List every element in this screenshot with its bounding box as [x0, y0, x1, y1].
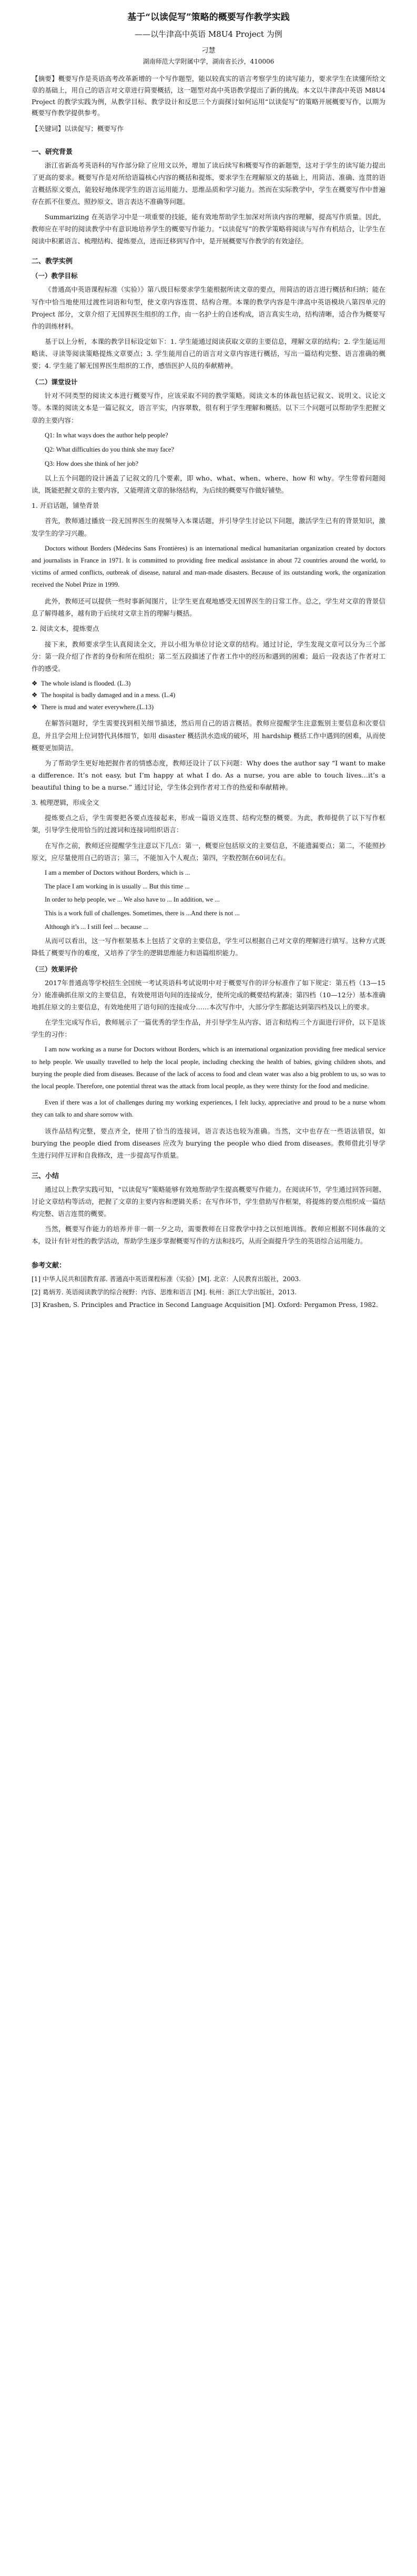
- paragraph: 在解答问题时，学生需要找到相关细节描述，然后用自己的语言概括。教师应提醒学生注意甄别主要信息和次要信息，并且学会用上位词替代具体细节，如用 disaster 概括洪水造成的破坏，用 hardship 概括工作中遇到的困难，从而使概要更加简洁。: [32, 719, 385, 752]
- paragraph: 提炼要点之后，学生需要把各要点连接起来，形成一篇语义连贯、结构完整的概要。为此，教师提供了以下写作框架，引导学生使用恰当的过渡词和连接词组织语言：: [32, 814, 385, 834]
- paragraph: 接下来，教师要求学生认真阅读全文，并以小组为单位讨论文章的结构。通过讨论，学生发现文章可以分为三个部分：第一段介绍了作者的身份和所在组织；第二至五段描述了作者工作中的经历和遇到的困难；最后一段表达了作者对工作的感受。: [32, 640, 385, 672]
- paragraph: 通过以上教学实践可知，“以读促写”策略能够有效地帮助学生提高概要写作能力。在阅读环节，学生通过回答问题、讨论文章结构等活动，把握了文章的主要内容和逻辑关系；在写作环节，学生借助写作框架，将提炼的要点组织成一篇结构完整、语言连贯的概要。: [32, 1185, 385, 1218]
- question-3: Q3: How does she think of her job?: [45, 459, 139, 467]
- list-item: ❖ The hospital is badly damaged and in a mess. (L.4): [32, 689, 385, 701]
- section-heading-teaching-example: 二、教学实例: [32, 258, 73, 266]
- english-passage: Doctors without Borders (Médecins Sans Frontières) is an international medical humanitarian organization created by doctors and journalists in France in 1971. It is committed to providing free medical assistance in about 72 countries around the world, to victims of armed conflicts, outbreak of disease, natural and man-made disasters. Because of its outstanding work, the organization received the Nobel Prize in 1999.: [32, 544, 385, 589]
- list-item: ❖ There is mud and water everywhere.(L.13): [32, 701, 385, 713]
- paragraph: 该作品结构完整，要点齐全，使用了恰当的连接词，语言表达也较为准确。当然，文中也存在一些语法错误，如 burying the people died from diseases 应改为 burying the people who died from diseases。教师借此引导学生进行同伴互评和自我修改，进一步提高写作质量。: [32, 1127, 385, 1160]
- author-affiliation: 湖南师范大学附属中学，湖南省长沙，410006: [143, 57, 274, 65]
- reference-item: [3] Krashen, S. Principles and Practice in Second Language Acquisition [M]. Oxford: Pergamon Press, 1982.: [32, 1301, 378, 1309]
- student-sample: I am now working as a nurse for Doctors without Borders, which is an international organization providing free medical service to help people. We usually travelled to help the local people, including checking the health of babies, giving children shots, and burying the people died from diseases. Because of the lack of access to food and clean water was also a big problem to us, so was to the local people. Therefore, one potential threat was the attack from local people, as they were thirsty for the food and medicine.: [32, 1046, 385, 1090]
- paper-title: 基于“以读促写”策略的概要写作教学实践: [127, 12, 290, 23]
- writing-frame-line: In order to help people, we ... We also have to ... In addition, we ...: [45, 896, 220, 904]
- paragraph: 在学生完成写作后，教师展示了一篇优秀的学生作品，并引导学生从内容、语言和结构三个方面进行评价，以下是该学生的习作：: [32, 1018, 385, 1039]
- question-1: Q1: In what ways does the author help people?: [45, 431, 168, 439]
- keywords: 【关键词】以读促写；概要写作: [32, 125, 124, 133]
- step-heading: 1. 开启话题，铺垫背景: [32, 502, 99, 510]
- reference-item: [2] 葛炳芳. 英语阅读教学的综合视野：内容、思维和语言 [M]. 杭州：浙江大学出版社，2013.: [32, 1288, 297, 1296]
- references-title: 参考文献：: [32, 1262, 66, 1270]
- bullet-icon: ❖: [32, 679, 38, 687]
- paragraph: 从而可以看出，这一写作框架基本上包括了文章的主要信息，学生可以根据自己对文章的理解进行填写。这种方式既降低了概要写作的难度，又培养了学生的逻辑思维能力和语篇组织能力。: [32, 936, 385, 957]
- paragraph: 此外，教师还可以提供一些时事新闻图片，让学生更直观地感受无国界医生的日常工作。总之，学生对文章的背景信息了解得越多，越有助于后续对文章主旨的理解与概括。: [32, 597, 385, 618]
- paragraph: 当然，概要写作能力的培养并非一朝一夕之功，需要教师在日常教学中持之以恒地训练。教师应根据不同体裁的文本，设计有针对性的教学活动，帮助学生逐步掌握概要写作的方法和技巧，从而全面提升学生的英语综合运用能力。: [32, 1224, 385, 1245]
- subsection-heading-objectives: （一）教学目标: [32, 272, 78, 280]
- bullet-icon: ❖: [32, 703, 38, 711]
- paragraph: 为了帮助学生更好地把握作者的情感态度，教师还设计了以下问题：Why does the author say “I want to make a difference. It’s not easy, but I’m happy at what I do. As a nurse, you are able to touch lives…it’s a beautiful thing to be a nurse.” 通过讨论，学生体会到作者对工作的热爱和奉献精神。: [32, 759, 385, 792]
- subsection-heading-class-design: （二）课堂设计: [32, 378, 78, 386]
- writing-frame-line: I am a member of Doctors without Borders, which is ...: [45, 868, 190, 876]
- evidence-list: [32, 678, 385, 713]
- bullet-icon: ❖: [32, 691, 38, 699]
- question-2: Q2: What difficulties do you think she may face?: [45, 445, 175, 453]
- step-heading: 2. 阅读文本，提炼要点: [32, 625, 99, 633]
- writing-frame-line: The place I am working in is usually ... But this time ...: [45, 882, 190, 890]
- list-item: ❖ The whole island is flooded. (L.3): [32, 678, 385, 690]
- paragraph: 浙江省新高考英语科的写作部分除了应用文以外，增加了读后续写和概要写作的新题型，这对于学生的读写能力提出了更高的要求。概要写作是对所给语篇核心内容的概括和提炼，要求学生在理解原文的基础上，用简洁、准确、连贯的语言概括原文要点，能较好地体现学生的语言运用能力、思维品质和学习能力。然而在实际教学中，学生在概要写作中普遍存在抓不住要点、照抄原文、语言表达不准确等问题。: [32, 161, 385, 206]
- reference-item: [1] 中华人民共和国教育部. 普通高中英语课程标准（实验）[M]. 北京：人民教育出版社，2003.: [32, 1275, 301, 1283]
- paragraph: 基于以上分析，本课的教学目标设定如下：1. 学生能通过阅读获取文章的主要信息，理解文章的结构；2. 学生能运用略读、寻读等阅读策略提炼文章要点；3. 学生能用自己的语言对文章内容进行概括，写出一篇结构完整、语言准确的概要；4. 学生能了解无国界医生组织的工作，感悟医护人员的奉献精神。: [32, 337, 385, 370]
- section-heading-background: 一、研究背景: [32, 148, 73, 156]
- paper-subtitle: ——以牛津高中英语 M8U4 Project 为例: [135, 29, 282, 39]
- abstract: 【摘要】概要写作是英语高考改革新增的一个写作题型，能以较真实的语言考察学生的读写能力，要求学生在读懂所给文章的基础上，用自己的语言对文章进行简要概括，这一题型对高中英语教学提出了新的挑战。本文以牛津高中英语 M8U4 Project 的教学实践为例，从教学目标、教学设计和反思三个方面探讨如何运用“以读促写”的策略开展概要写作，以期为概要写作教学提供参考。: [32, 74, 385, 117]
- author-name: 刁慧: [201, 46, 216, 55]
- student-sample: Even if there was a lot of challenges during my working experiences, I felt lucky, appreciative and proud to be a nurse whom they can talk to and share sorrow with.: [32, 1098, 385, 1119]
- paragraph: 《普通高中英语课程标准（实验）》第八级目标要求学生能根据所读文章的要点，用简洁的语言进行概括和归纳；能在写作中恰当地使用过渡性词语和句型，使文章内容连贯、结构合理。本课的教学内容是牛津高中英语模块八第四单元的 Project 部分，文章介绍了无国界医生组织的工作，由一名护士的自述构成，语言真实生动，结构清晰，适合作为概要写作的训练材料。: [32, 285, 385, 330]
- writing-frame-line: This is a work full of challenges. Sometimes, there is ...And there is not ...: [45, 909, 240, 917]
- paragraph: Summarizing 在英语学习中是一项重要的技能，能有效地帮助学生加深对所读内容的理解，提高写作质量。因此，教师应在平时的阅读教学中有意识地培养学生的概要写作能力。“以读促写”的教学策略将阅读与写作有机结合，让学生在阅读中积累语言、梳理结构、提炼要点，进而迁移到写作中，是开展概要写作教学的有效途径。: [32, 213, 385, 246]
- paragraph: 针对不同类型的阅读文本进行概要写作，应该采取不同的教学策略。阅读文本的体裁包括记叙文、说明文、议论文等。本课的阅读文本是一篇记叙文，语言平实，内容翠数，很有利于学生理解和概括。以下三个问题可以帮助学生把握文章的主要内容：: [32, 392, 385, 424]
- subsection-heading-evaluation: （三）效果评价: [32, 965, 78, 973]
- section-heading-summary: 三、小结: [32, 1172, 59, 1180]
- step-heading: 3. 梳理逻辑，形成全文: [32, 799, 99, 807]
- paragraph: 在写作之前，教师还应提醒学生注意以下几点：第一，概要应包括原文的主要信息，不能遗漏要点；第二，不能照抄原文，应尽量使用自己的语言；第三，不能加入个人观点；第四，字数控制在60词左右。: [32, 841, 385, 862]
- paragraph: 首先，教师通过播放一段无国界医生的视频导入本课话题，并引导学生讨论以下问题，激活学生已有的背景知识，激发学生的学习兴趣。: [32, 517, 385, 537]
- writing-frame-line: Although it’s ... I still feel ... because ...: [45, 923, 148, 931]
- paragraph: 2017年普通高等学校招生全国统一考试英语科考试说明中对于概要写作的评分标准作了如下规定：第五档（13—15分）能准确抓住原文的主要信息，有效使用语句间的连接成分，使所完成的概要结构紧凑；第四档（10—12分）基本准确地抓住原文的主要信息，有效地使用了语句间的连接成分……本次写作中，大部分学生都能达到第四档及以上的要求。: [32, 978, 385, 1011]
- paragraph: 以上五个问题的设计涵盖了记叙文的几个要素，即 who、what、when、where、how 和 why。学生带着问题阅读，既能把握文章的主要内容，又能理清文章的脉络结构，为后续的概要写作做好铺垫。: [32, 474, 385, 495]
